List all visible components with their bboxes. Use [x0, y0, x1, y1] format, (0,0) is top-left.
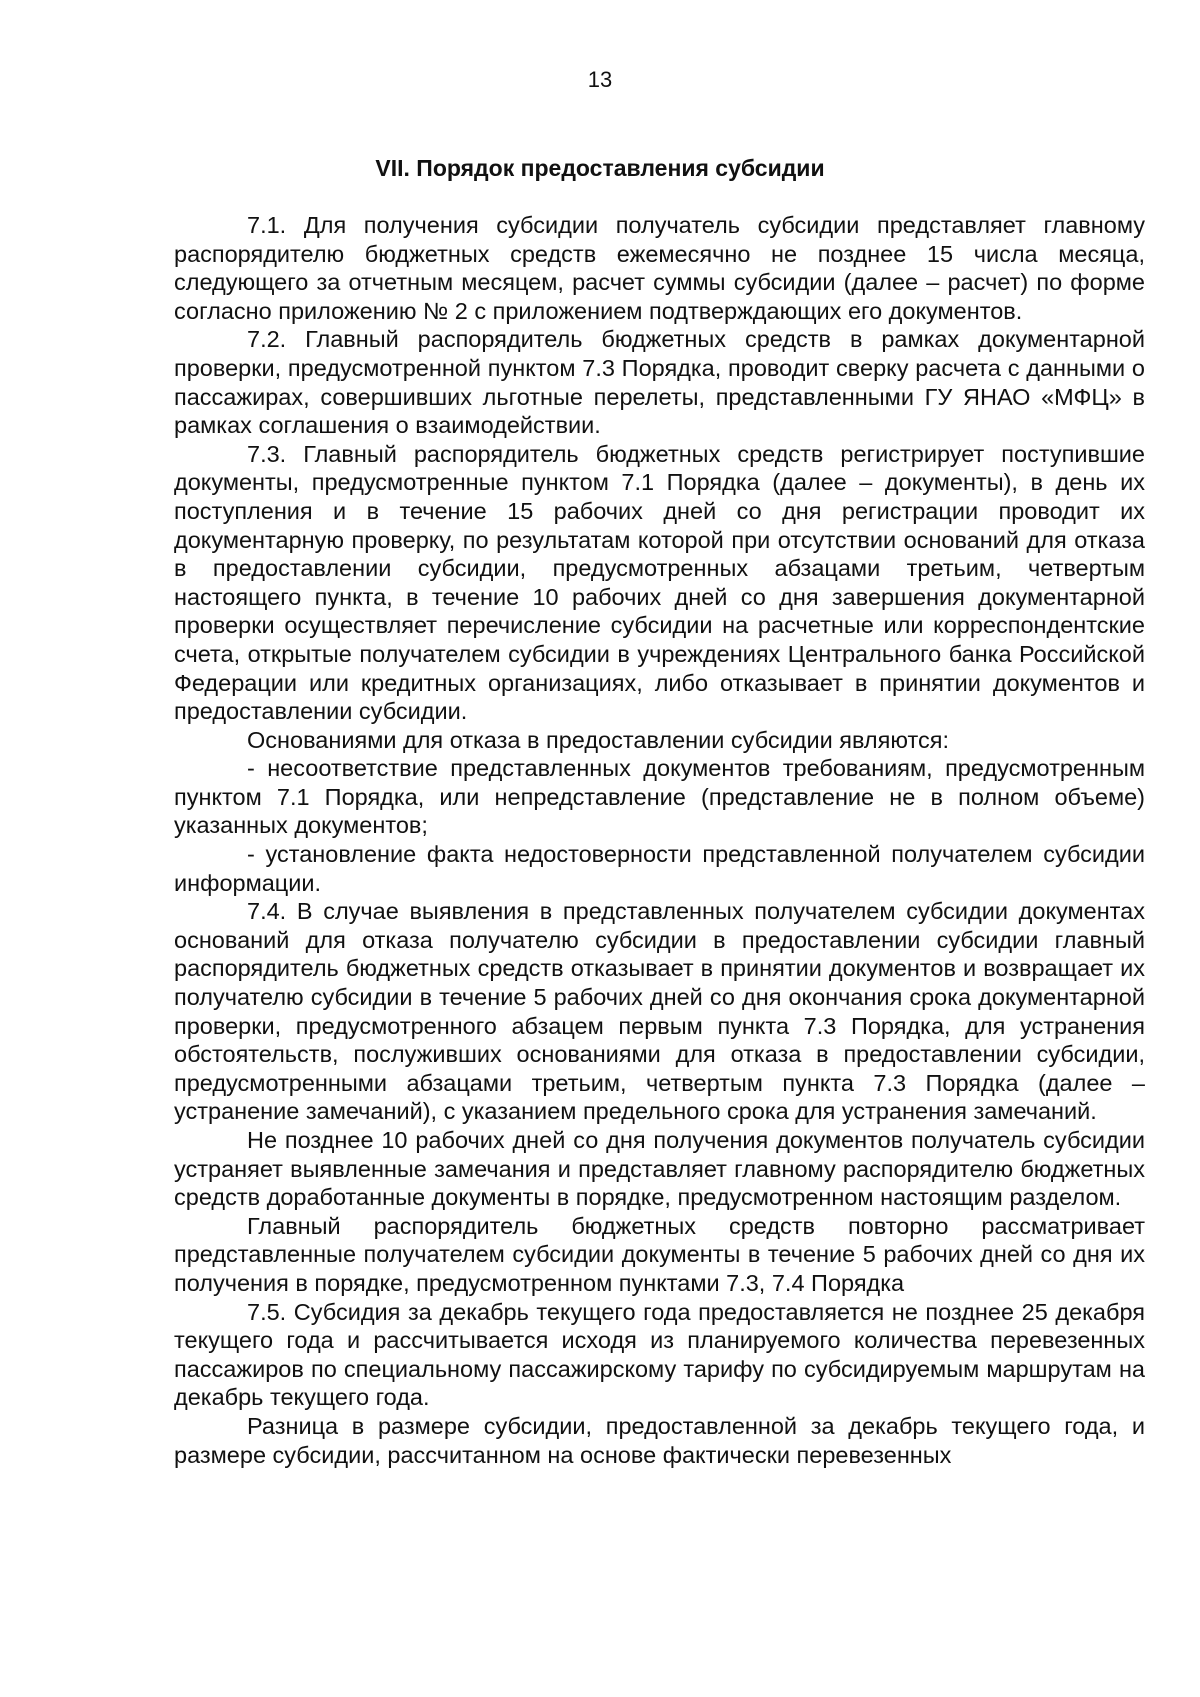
section-title: VII. Порядок предоставления субсидии [375, 155, 825, 181]
paragraph-corrections-deadline: Не позднее 10 рабочих дней со дня получения документов получатель субсидии устраняет выявленные замечания и представляет главному распорядителю бюджетных средств доработанные документы в порядке, предусмотренном настоящим разделом. [174, 1127, 1145, 1211]
document-body [174, 211, 1145, 1469]
paragraph-december-difference: Разница в размере субсидии, предоставленной за декабрь текущего года, и размере субсидии, рассчитанном на основе фактически перевезенных [174, 1412, 1145, 1468]
paragraph-7-3: 7.3. Главный распорядитель бюджетных средств регистрирует поступившие документы, предусмотренные пунктом 7.1 Порядка (далее – документы), в день их поступления и в течение 15 рабочих дней со дня регистрации проводит их документарную проверку, по результатам которой при отсутствии оснований для отказа в предоставлении субсидии, предусмотренных абзацами третьим, четвертым настоящего пункта, в течение 10 рабочих дней со дня завершения документарной проверки осуществляет перечисление субсидии на расчетные или корреспондентские счета, открытые получателем субсидии в учреждениях Центрального банка Российской Федерации или кредитных организациях, либо отказывает в принятии документов и предоставлении субсидии. [174, 440, 1145, 725]
paragraph-refusal-item-1: - несоответствие представленных документов требованиям, предусмотренным пунктом 7.1 Порядка, или непредставление (представление не в полном объеме) указанных документов; [174, 755, 1145, 839]
page-number: 13 [587, 67, 613, 92]
paragraph-repeat-review: Главный распорядитель бюджетных средств повторно рассматривает представленные получателем субсидии документы в течение 5 рабочих дней со дня их получения в порядке, предусмотренном пунктами 7.3, 7.4 Порядка [174, 1212, 1145, 1296]
paragraph-7-5: 7.5. Субсидия за декабрь текущего года предоставляется не позднее 25 декабря текущего года и рассчитывается исходя из планируемого количества перевезенных пассажиров по специальному пассажирскому тарифу по субсидируемым маршрутам на декабрь текущего года. [174, 1298, 1145, 1411]
paragraph-refusal-grounds: Основаниями для отказа в предоставлении субсидии являются: [247, 726, 949, 753]
paragraph-refusal-item-2: - установление факта недостоверности представленной получателем субсидии информации. [174, 841, 1145, 896]
paragraph-7-1: 7.1. Для получения субсидии получатель субсидии представляет главному распорядителю бюджетных средств ежемесячно не позднее 15 числа месяца, следующего за отчетным месяцем, расчет суммы субсидии (далее – расчет) по форме согласно приложению № 2 с приложением подтверждающих его документов. [174, 212, 1145, 324]
paragraph-7-2: 7.2. Главный распорядитель бюджетных средств в рамках документарной проверки, предусмотренной пунктом 7.3 Порядка, проводит сверку расчета с данными о пассажирах, совершивших льготные перелеты, представленными ГУ ЯНАО «МФЦ» в рамках соглашения о взаимодействии. [174, 326, 1145, 439]
paragraph-7-4: 7.4. В случае выявления в представленных получателем субсидии документах оснований для отказа получателю субсидии в предоставлении субсидии главный распорядитель бюджетных средств отказывает в принятии документов и возвращает их получателю субсидии в течение 5 рабочих дней со дня окончания срока документарной проверки, предусмотренного абзацем первым пункта 7.3 Порядка, для устранения обстоятельств, послуживших основаниями для отказа в предоставлении субсидии, предусмотренными абзацами третьим, четвертым пункта 7.3 Порядка (далее – устранение замечаний), с указанием предельного срока для устранения замечаний. [174, 898, 1145, 1125]
